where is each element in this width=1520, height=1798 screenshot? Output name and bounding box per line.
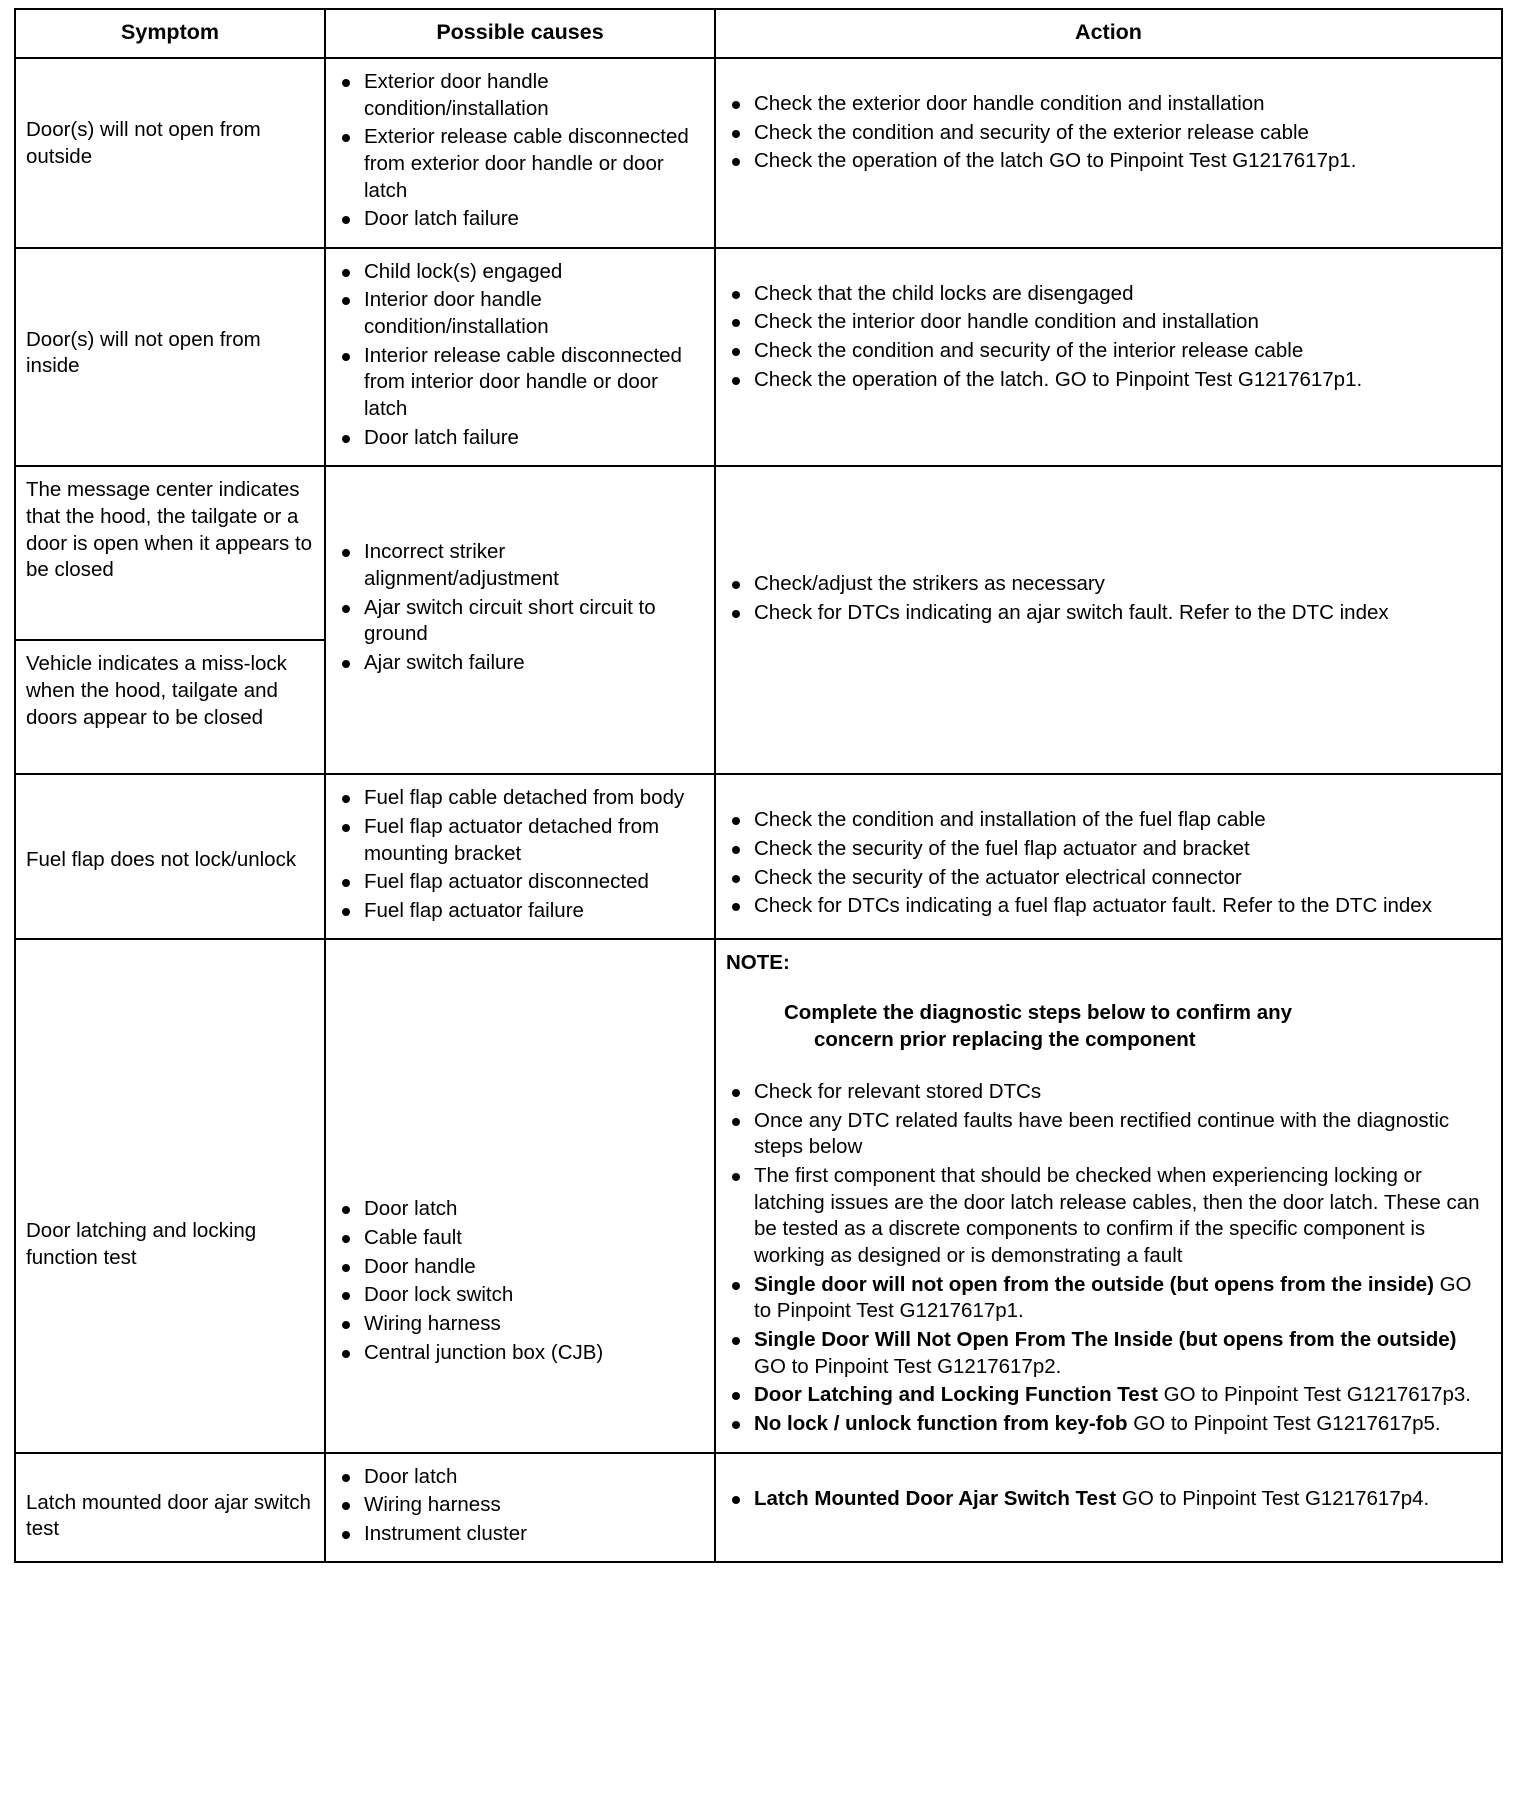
causes-cell (325, 466, 715, 774)
list-item: Interior release cable disconnected from interior door handle or door latch (336, 343, 704, 423)
action-cell (715, 58, 1502, 248)
actions-list (726, 1079, 1491, 1437)
troubleshooting-table (14, 8, 1503, 1563)
list-item: Ajar switch circuit short circuit to ground (336, 595, 704, 648)
list-item: Exterior release cable disconnected from exterior door handle or door latch (336, 124, 704, 204)
symptom-text: The message center indicates that the hood, the tailgate or a door is open when it appears to be closed (26, 478, 313, 582)
symptom-cell (15, 466, 325, 640)
symptom-cell (15, 1453, 325, 1563)
causes-list (336, 950, 704, 1366)
table-row (15, 248, 1502, 466)
list-item-text: GO to Pinpoint Test G1217617p1. (754, 1272, 1472, 1323)
list-item: Check the condition and security of the exterior release cable (726, 120, 1491, 147)
table-row (15, 939, 1502, 1452)
list-item (726, 1382, 1491, 1409)
actions-list (726, 785, 1491, 920)
causes-cell (325, 939, 715, 1452)
list-item: Check the exterior door handle condition and installation (726, 91, 1491, 118)
list-item-text: GO to Pinpoint Test G1217617p5. (1127, 1411, 1441, 1435)
column-header-action: Action (715, 9, 1502, 58)
note-heading-line1: Complete the diagnostic steps below to confirm any (784, 1001, 1293, 1025)
list-item: Door lock switch (336, 1282, 704, 1309)
list-item-emphasis: Latch Mounted Door Ajar Switch Test (754, 1486, 1117, 1510)
actions-list (726, 477, 1491, 626)
action-cell (715, 774, 1502, 939)
column-header-symptom: Symptom (15, 9, 325, 58)
table-row (15, 466, 1502, 640)
list-item-text: GO to Pinpoint Test G1217617p3. (1157, 1383, 1471, 1407)
actions-list (726, 259, 1491, 394)
symptom-cell (15, 640, 325, 774)
list-item (726, 1411, 1491, 1438)
symptom-text: Door(s) will not open from inside (26, 327, 261, 378)
list-item: Fuel flap actuator disconnected (336, 869, 704, 896)
list-item: Ajar switch failure (336, 650, 704, 677)
list-item: Door latch failure (336, 206, 704, 233)
list-item: Check the operation of the latch. GO to Pinpoint Test G1217617p1. (726, 367, 1491, 394)
causes-list (336, 259, 704, 451)
list-item: Check the interior door handle condition and installation (726, 309, 1491, 336)
list-item: Fuel flap cable detached from body (336, 785, 704, 812)
list-item (726, 1079, 1491, 1106)
causes-cell (325, 1453, 715, 1563)
list-item: Check that the child locks are disengaged (726, 281, 1491, 308)
actions-list (726, 69, 1491, 175)
list-item: Door latch (336, 1464, 704, 1491)
symptom-text: Door latching and locking function test (26, 1219, 257, 1270)
causes-list (336, 477, 704, 676)
list-item: Check/adjust the strikers as necessary (726, 571, 1491, 598)
list-item: Check the condition and installation of the fuel flap cable (726, 807, 1491, 834)
symptom-text: Vehicle indicates a miss-lock when the hood, tailgate and doors appear to be closed (26, 652, 287, 729)
list-item: Door latch failure (336, 425, 704, 452)
actions-list (726, 1464, 1491, 1513)
list-item (726, 1272, 1491, 1325)
causes-cell (325, 774, 715, 939)
symptom-cell (15, 248, 325, 466)
list-item-text: GO to Pinpoint Test G1217617p4. (1116, 1486, 1430, 1510)
list-item-emphasis: Single door will not open from the outside (but opens from the inside) (754, 1272, 1434, 1296)
action-cell (715, 248, 1502, 466)
list-item: Wiring harness (336, 1492, 704, 1519)
list-item: Check the security of the actuator electrical connector (726, 865, 1491, 892)
list-item (726, 1163, 1491, 1270)
causes-list (336, 785, 704, 924)
table-header-row (15, 9, 1502, 58)
list-item-text: GO to Pinpoint Test G1217617p2. (754, 1354, 1062, 1378)
symptom-text: Latch mounted door ajar switch test (26, 1490, 311, 1541)
action-cell (715, 1453, 1502, 1563)
list-item: Check for DTCs indicating a fuel flap actuator fault. Refer to the DTC index (726, 893, 1491, 920)
causes-cell (325, 248, 715, 466)
list-item: Check the security of the fuel flap actuator and bracket (726, 836, 1491, 863)
list-item: Wiring harness (336, 1311, 704, 1338)
list-item: Check for DTCs indicating an ajar switch fault. Refer to the DTC index (726, 600, 1491, 627)
list-item (726, 1327, 1491, 1380)
list-item: Fuel flap actuator failure (336, 898, 704, 925)
symptom-text: Fuel flap does not lock/unlock (26, 848, 297, 872)
symptom-cell (15, 939, 325, 1452)
list-item-emphasis: Door Latching and Locking Function Test (754, 1383, 1158, 1407)
list-item: Door latch (336, 1196, 704, 1223)
list-item: Check the condition and security of the interior release cable (726, 338, 1491, 365)
list-item: Child lock(s) engaged (336, 259, 704, 286)
list-item: Central junction box (CJB) (336, 1340, 704, 1367)
table-row (15, 58, 1502, 248)
list-item: Exterior door handle condition/installation (336, 69, 704, 122)
note-heading-line2: concern prior replacing the component (814, 1028, 1196, 1052)
list-item: Incorrect striker alignment/adjustment (336, 539, 704, 592)
list-item (726, 1108, 1491, 1161)
note-heading (726, 999, 1491, 1053)
list-item: Check the operation of the latch GO to Pinpoint Test G1217617p1. (726, 148, 1491, 175)
action-cell (715, 939, 1502, 1452)
list-item-text: Check for relevant stored DTCs (754, 1080, 1042, 1104)
list-item: Fuel flap actuator detached from mounting bracket (336, 814, 704, 867)
list-item-emphasis: No lock / unlock function from key-fob (754, 1411, 1128, 1435)
list-item: Instrument cluster (336, 1521, 704, 1548)
list-item: Interior door handle condition/installation (336, 287, 704, 340)
list-item-emphasis: Single Door Will Not Open From The Inside (but opens from the outside) (754, 1327, 1457, 1351)
symptom-cell (15, 774, 325, 939)
table-row (15, 774, 1502, 939)
symptom-cell (15, 58, 325, 248)
causes-cell (325, 58, 715, 248)
list-item (726, 1486, 1491, 1513)
list-item: Cable fault (336, 1225, 704, 1252)
symptom-text: Door(s) will not open from outside (26, 117, 261, 168)
list-item-text: The first component that should be checked when experiencing locking or latching issues are the door latch release cables, then the door latch. These can be tested as a discrete components to confirm if the specific component is working as designed or is demonstrating a fault (754, 1164, 1480, 1268)
causes-list (336, 69, 704, 233)
column-header-possible-causes: Possible causes (325, 9, 715, 58)
list-item-text: Once any DTC related faults have been rectified continue with the diagnostic steps below (754, 1108, 1450, 1159)
note-label: NOTE: (726, 951, 790, 975)
list-item: Door handle (336, 1254, 704, 1281)
action-cell (715, 466, 1502, 774)
table-row (15, 1453, 1502, 1563)
causes-list (336, 1464, 704, 1548)
